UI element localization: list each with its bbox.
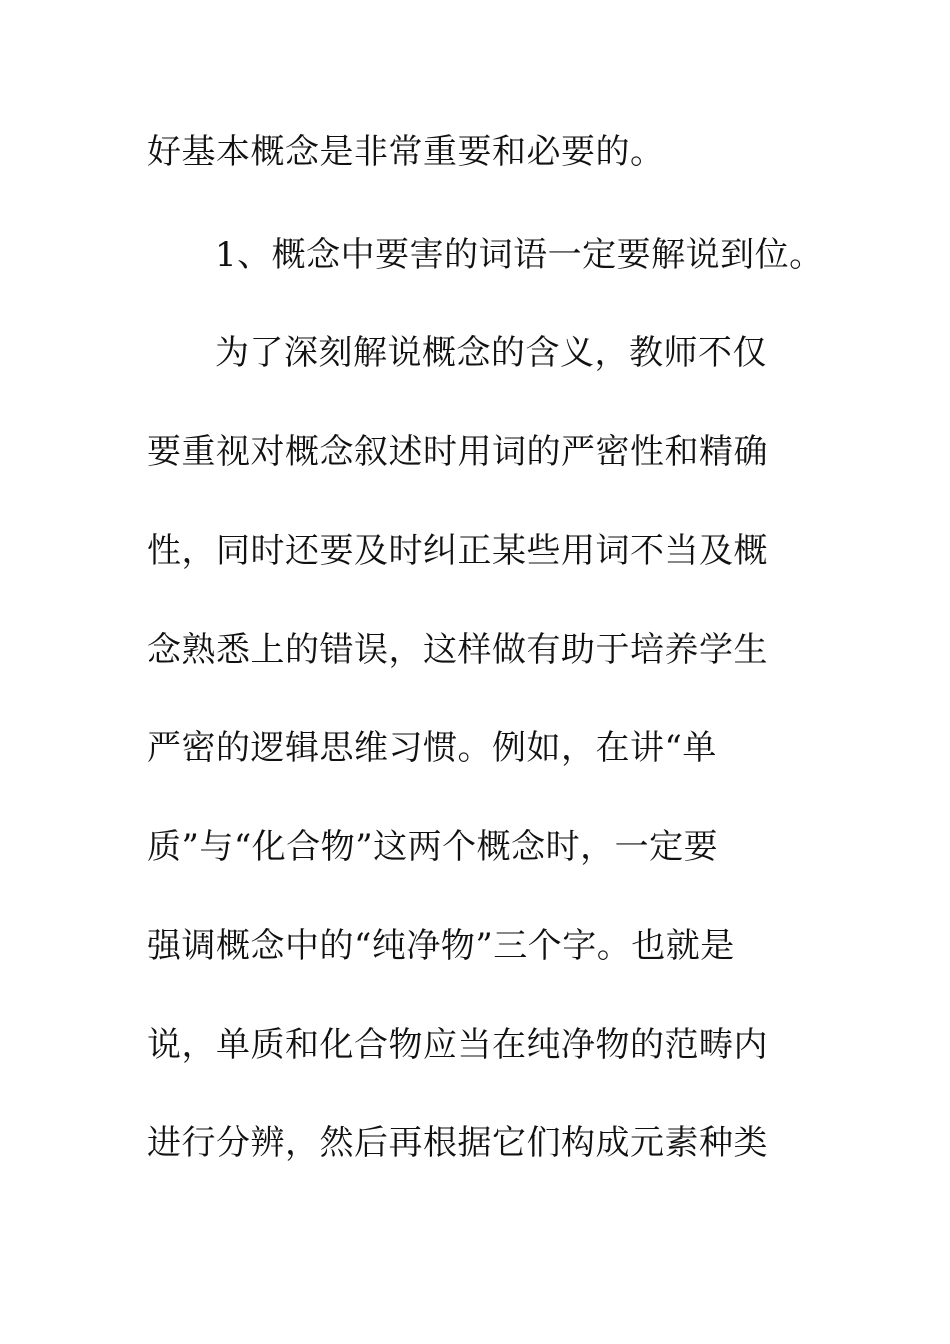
text-line: 严密的逻辑思维习惯。例如，在讲“单 [147, 728, 717, 768]
text-line: 质”与“化合物”这两个概念时，一定要 [147, 827, 719, 867]
text-line: 要重视对概念叙述时用词的严密性和精确 [147, 432, 768, 472]
text-line: 强调概念中的“纯净物”三个字。也就是 [147, 926, 735, 966]
text-line: 为了深刻解说概念的含义，教师不仅 [215, 333, 767, 373]
text-line: 好基本概念是非常重要和必要的。 [147, 132, 665, 172]
text-line: 1、概念中要害的词语一定要解说到位。 [215, 235, 824, 275]
text-line: 说，单质和化合物应当在纯净物的范畴内 [147, 1025, 768, 1065]
text-line: 进行分辨，然后再根据它们构成元素种类 [147, 1123, 768, 1163]
text-line: 性，同时还要及时纠正某些用词不当及概 [147, 531, 768, 571]
text-line: 念熟悉上的错误，这样做有助于培养学生 [147, 630, 768, 670]
